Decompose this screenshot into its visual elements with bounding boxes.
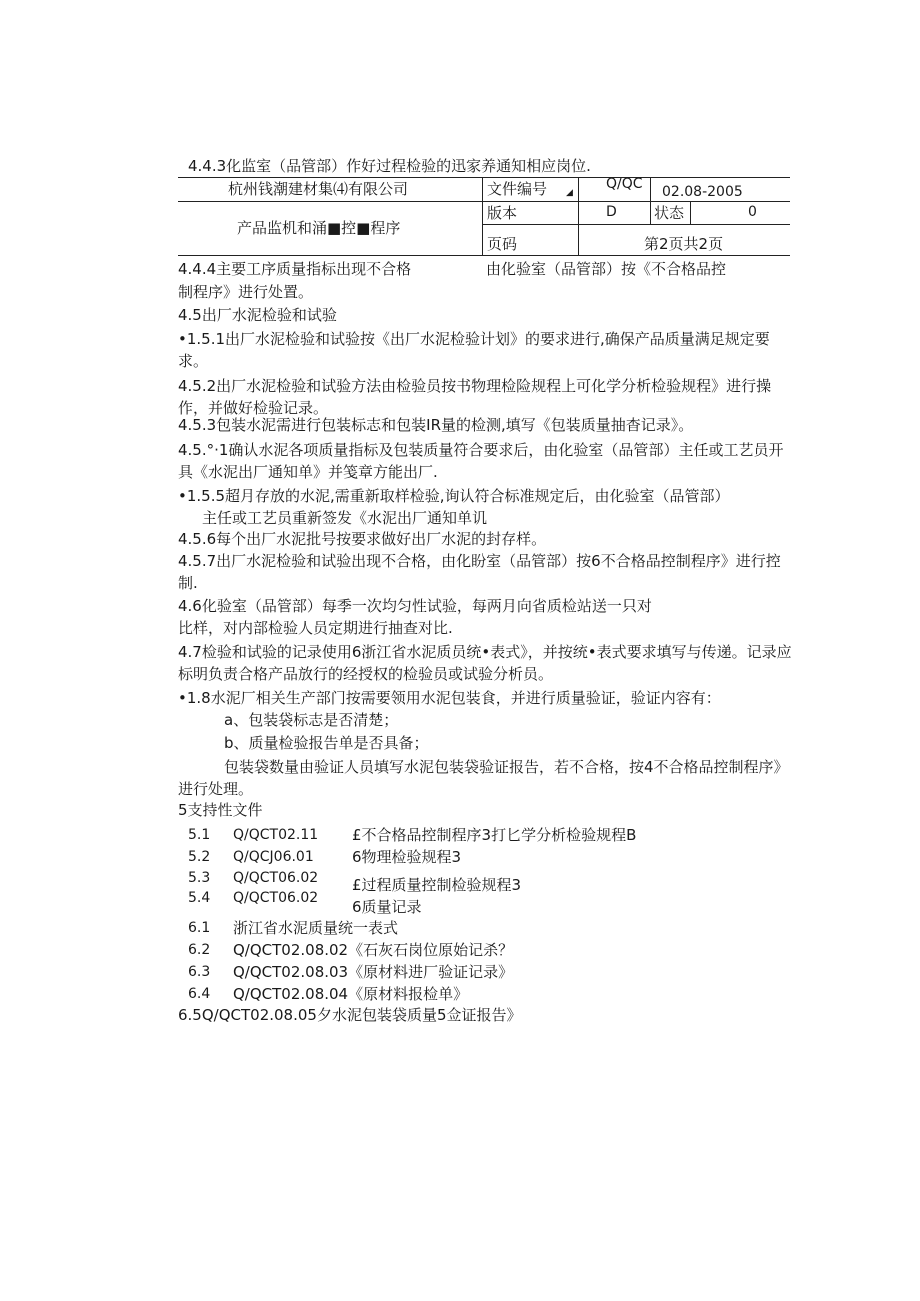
doc-number: 6.3 (188, 964, 211, 980)
doc-number-prefix: Q/QC (606, 176, 643, 192)
doc-code: Q/QCT02.11 (233, 827, 319, 843)
doc-title: £不合格品控制程序3打匕学分析检验规程B (352, 826, 637, 844)
para-4-5-2: 4.5.2出厂水泥检验和试验方法由检验员按书物理检险规程上可化学分析检验规程》进行操作，并做好检验记录。 (178, 377, 772, 417)
doc-number-mark: ◢ (566, 188, 573, 198)
doc-title: £过程质量控制检验规程3 (352, 876, 522, 894)
doc-number: 6.4 (188, 986, 211, 1002)
page-label: 页码 (487, 235, 518, 253)
para-bag-check: 包装袋数量由验证人员填写水泥包装袋验证报告，若不合格，按4不合格品控制程序》进行处理。 (178, 758, 789, 798)
para-4-4-4-b: 由化验室（品管部）按《不合格品控 (486, 260, 727, 278)
para-4-6-a: 4.6化验室（品管部）每季一次均匀性试验，每两月向省质检站送一只对 (178, 597, 652, 615)
status-value: 0 (748, 204, 757, 220)
para-4-5-4: 4.5.°·1确认水泥各项质量指标及包装质量符合要求后，由化验室（品管部）主任或工艺员开具《水泥出厂通知单》并笺章方能出厂. (178, 441, 784, 481)
doc-title: 浙江省水泥质量统一表式 (233, 919, 399, 937)
doc-title: 6质量记录 (352, 898, 422, 916)
version-label: 版本 (487, 204, 518, 222)
list-item-a: a、包装袋标志是否清楚； (224, 711, 399, 729)
para-4-7: 4.7检验和试验的记录使用6浙江省水泥质员统•表式》，并按统•表式要求填写与传递。记录应标明负责合格产品放行的经授权的检验员或试验分析员。 (178, 643, 792, 683)
doc-line-6-5: 6.5Q/QCT02.08.05夕水泥包装袋质量5佥证报告》 (178, 1006, 522, 1024)
para-1-8: •1.8水泥厂相关生产部门按需要领用水泥包装食，并进行质量验证，验证内容有： (178, 689, 721, 707)
doc-number-label: 文件编号 (487, 180, 548, 198)
doc-number: 5.4 (188, 890, 211, 906)
para-4-4-4-c: 制程序》进行处置。 (178, 283, 314, 301)
para-4-4-4-a: 4.4.4主要工序质量指标出现不合格 (178, 260, 412, 278)
para-4-5-5-a: •1.5.5超月存放的水泥,需重新取样检验,询认符合标准规定后，由化验室（品管部） (178, 487, 730, 505)
doc-number: 6.2 (188, 942, 211, 958)
para-4-5-7: 4.5.7出厂水泥检验和试验出现不合格，由化盼室（品管部）按6不合格品控制程序》进行控制. (178, 552, 781, 592)
para-4-5-6: 4.5.6每个出厂水泥批号按要求做好出厂水泥的封存样。 (178, 530, 547, 548)
status-label: 状态 (654, 204, 685, 222)
doc-code: Q/QCT06.02 (233, 870, 319, 886)
company-name: 杭州钱潮建材集⑷有限公司 (228, 180, 409, 198)
intro-line: 4.4.3化监室（品管部）作好过程检验的迅家养通知相应岗位. (188, 157, 591, 175)
page-value: 第2页共2页 (644, 235, 724, 253)
heading-4-5: 4.5出厂水泥检验和试验 (178, 306, 337, 324)
procedure-name: 产品监机和涌■控■程序 (237, 219, 401, 237)
version-value: D (606, 204, 617, 220)
doc-number: 6.1 (188, 920, 211, 936)
doc-title: 6物理检验规程3 (352, 848, 462, 866)
para-4-6-b: 比样，对内部检验人员定期进行抽查对比. (178, 619, 453, 637)
heading-5: 5支持性文件 (178, 801, 263, 819)
doc-number-value: 02.08-2005 (662, 184, 743, 200)
doc-title: Q/QCT02.08.03《原材料进厂验证记录》 (233, 963, 514, 981)
doc-number: 5.1 (188, 827, 211, 843)
list-item-b: b、质量检验报告单是否具备； (224, 734, 429, 752)
doc-title: Q/QCT02.08.04《原材料报检单》 (233, 985, 469, 1003)
para-4-5-3: 4.5.3包装水泥需进行包装标志和包装IR量的检测,填写《包装质量抽杳记录》。 (178, 416, 694, 434)
doc-code: Q/QCJ06.01 (233, 849, 314, 865)
doc-title: Q/QCT02.08.02《石灰石岗位原始记杀？ (233, 941, 514, 959)
doc-number: 5.2 (188, 849, 211, 865)
para-4-5-1: •1.5.1出厂水泥检验和试验按《出厂水泥检验计划》的要求进行,确保产品质量满足规定要求。 (178, 330, 770, 370)
para-4-5-5-b: 主任或工艺员重新签发《水泥出厂通知单讥 (202, 509, 488, 527)
doc-code: Q/QCT06.02 (233, 890, 319, 906)
doc-number: 5.3 (188, 870, 211, 886)
